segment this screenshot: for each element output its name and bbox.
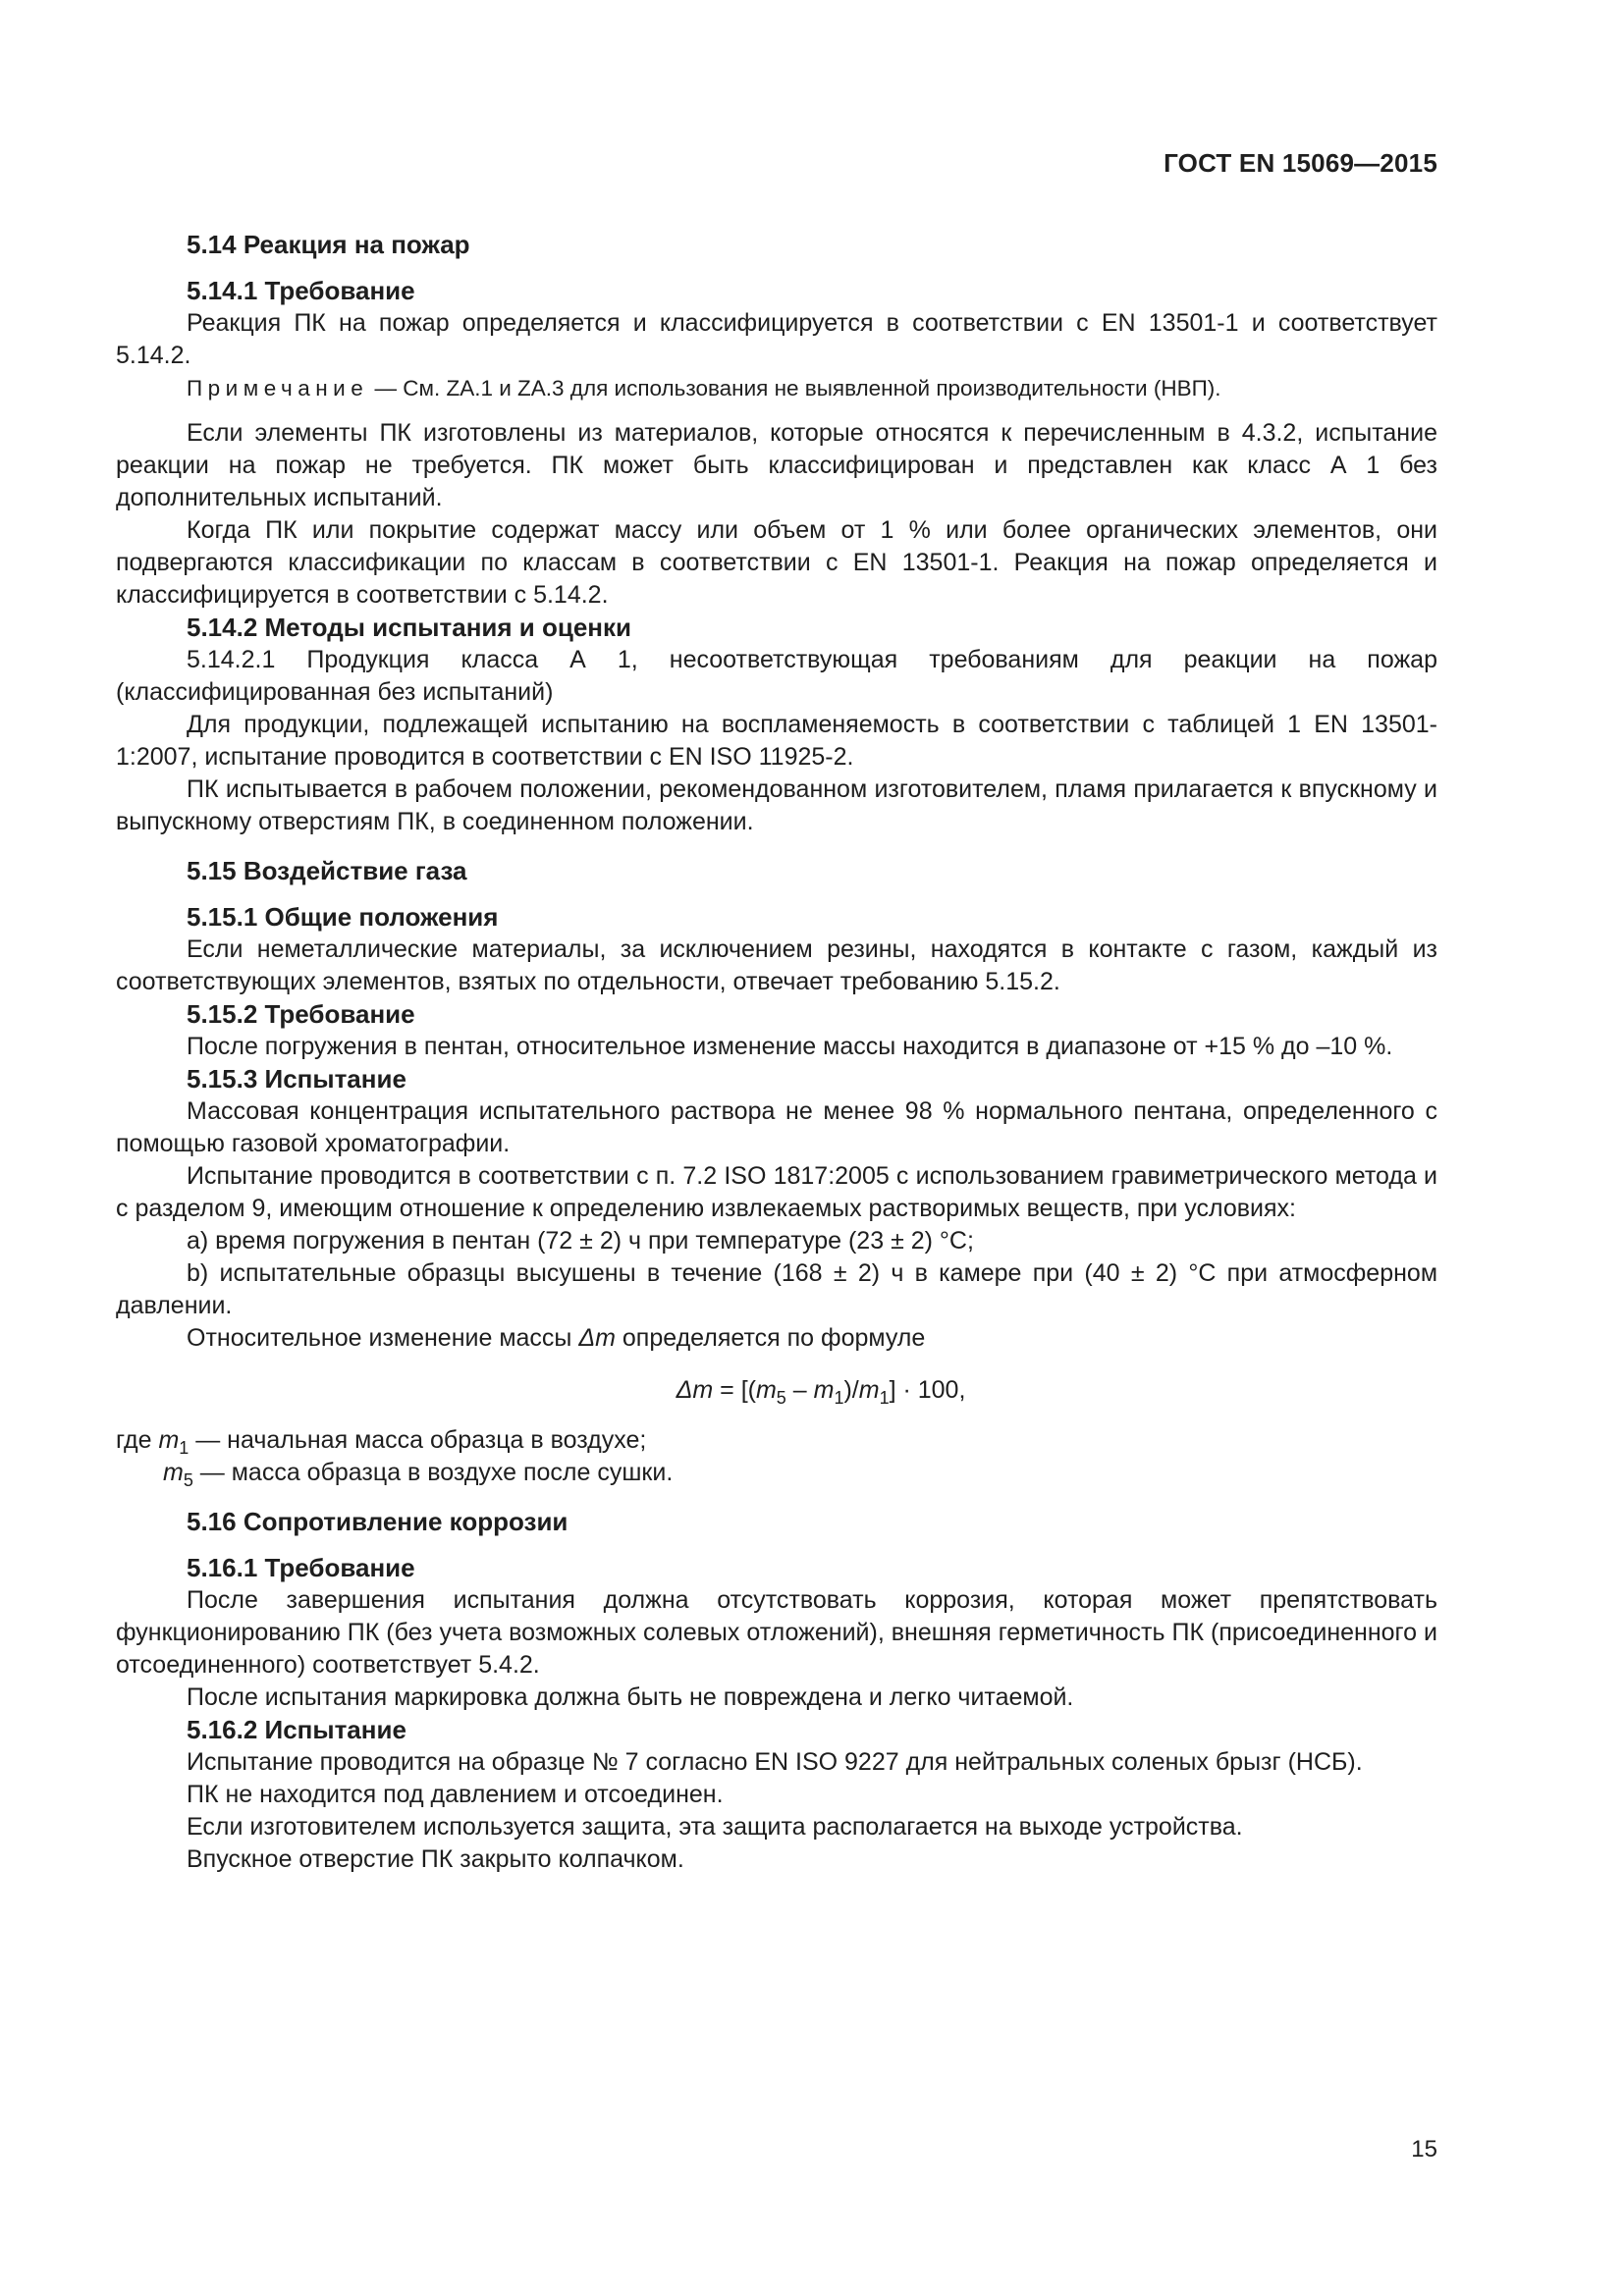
paragraph: Для продукции, подлежащей испытанию на воспламеняемость в соответствии с таблицей 1 EN 13501-1:2007, испытание проводится в соответствии с EN ISO 11925-2. xyxy=(116,711,1437,771)
paragraph: Если элементы ПК изготовлены из материалов, которые относятся к перечисленным в 4.3.2, испытание реакции на пожар не требуется. ПК может быть классифицирован и представлен как класс А 1 без дополнительных испытаний. xyxy=(116,419,1437,511)
formula-intro: Относительное изменение массы Δm определяется по формуле xyxy=(187,1324,926,1352)
section-5-15-title: 5.15 Воздействие газа xyxy=(187,856,467,885)
list-item-a: a) время погружения в пентан (72 ± 2) ч при температуре (23 ± 2) °C; xyxy=(187,1227,974,1255)
paragraph: Массовая концентрация испытательного раствора не менее 98 % нормального пентана, определенного с помощью газовой хроматографии. xyxy=(116,1097,1437,1157)
note xyxy=(116,372,1437,404)
list-item-b: b) испытательные образцы высушены в течение (168 ± 2) ч в камере при (40 ± 2) °C при атмосферном давлении. xyxy=(116,1259,1437,1319)
paragraph: ПК испытывается в рабочем положении, рекомендованном изготовителем, пламя прилагается к впускному и выпускному отверстиям ПК, в соединенном положении. xyxy=(116,775,1437,835)
note-label: Примечание xyxy=(187,376,369,400)
paragraph: Когда ПК или покрытие содержат массу или объем от 1 % или более органических элементов, они подвергаются классификации по классам в соответствии с EN 13501-1. Реакция на пожар определяется и классифицируется в соответствии с 5.14.2. xyxy=(116,516,1437,609)
section-5-16-1-title: 5.16.1 Требование xyxy=(187,1553,415,1582)
paragraph: Если неметаллические материалы, за исключением резины, находятся в контакте с газом, каждый из соответствующих элементов, взятых по отдельности, отвечает требованию 5.15.2. xyxy=(116,935,1437,995)
document-header: ГОСТ EN 15069—2015 xyxy=(1164,148,1437,178)
document-page xyxy=(116,147,1437,1876)
section-5-16-title: 5.16 Сопротивление коррозии xyxy=(187,1507,568,1536)
paragraph: 5.14.2.1 Продукция класса А 1, несоответствующая требованиям для реакции на пожар (классифицированная без испытаний) xyxy=(116,646,1437,706)
note-text: — См. ZA.1 и ZA.3 для использования не выявленной производительности (НВП). xyxy=(368,376,1221,400)
formula: $\Delta m = [(m_5 - m_1)/m_1] \cdot 100$, xyxy=(676,1376,966,1408)
section-5-14-2-title: 5.14.2 Методы испытания и оценки xyxy=(187,613,632,642)
paragraph: После испытания маркировка должна быть не повреждена и легко читаемой. xyxy=(187,1683,1074,1711)
section-5-14-1-title: 5.14.1 Требование xyxy=(187,276,415,305)
section-5-15-2-title: 5.15.2 Требование xyxy=(187,999,415,1029)
page-number: 15 xyxy=(1411,2136,1437,2163)
paragraph: После завершения испытания должна отсутствовать коррозия, которая может препятствовать функционированию ПК (без учета возможных солевых отложений), внешняя герметичность ПК (присоединенного и отсоединенного) соответствует 5.4.2. xyxy=(116,1586,1437,1679)
paragraph: Испытание проводится в соответствии с п. 7.2 ISO 1817:2005 с использованием гравиметрического метода и с разделом 9, имеющим отношение к определению извлекаемых растворимых веществ, при условиях: xyxy=(116,1162,1437,1222)
formula-legend-m5: $m_5$ — масса образца в воздухе после сушки. xyxy=(163,1459,674,1490)
formula-legend-m1: где $m_1$ — начальная масса образца в воздухе; xyxy=(116,1426,647,1458)
section-5-15-3-title: 5.15.3 Испытание xyxy=(187,1064,406,1094)
paragraph: Если изготовителем используется защита, эта защита располагается на выходе устройства. xyxy=(187,1813,1243,1841)
paragraph: Испытание проводится на образце № 7 согласно EN ISO 9227 для нейтральных соленых брызг (НСБ). xyxy=(187,1748,1363,1776)
paragraph: После погружения в пентан, относительное изменение массы находится в диапазоне от +15 % до –10 %. xyxy=(187,1033,1393,1060)
paragraph: Реакция ПК на пожар определяется и классифицируется в соответствии с EN 13501-1 и соответствует 5.14.2. xyxy=(116,309,1437,369)
section-5-15-1-title: 5.15.1 Общие положения xyxy=(187,902,499,932)
paragraph: Впускное отверстие ПК закрыто колпачком. xyxy=(187,1845,684,1873)
section-5-14-title: 5.14 Реакция на пожар xyxy=(187,230,470,259)
paragraph: ПК не находится под давлением и отсоединен. xyxy=(187,1781,724,1808)
section-5-16-2-title: 5.16.2 Испытание xyxy=(187,1715,406,1744)
